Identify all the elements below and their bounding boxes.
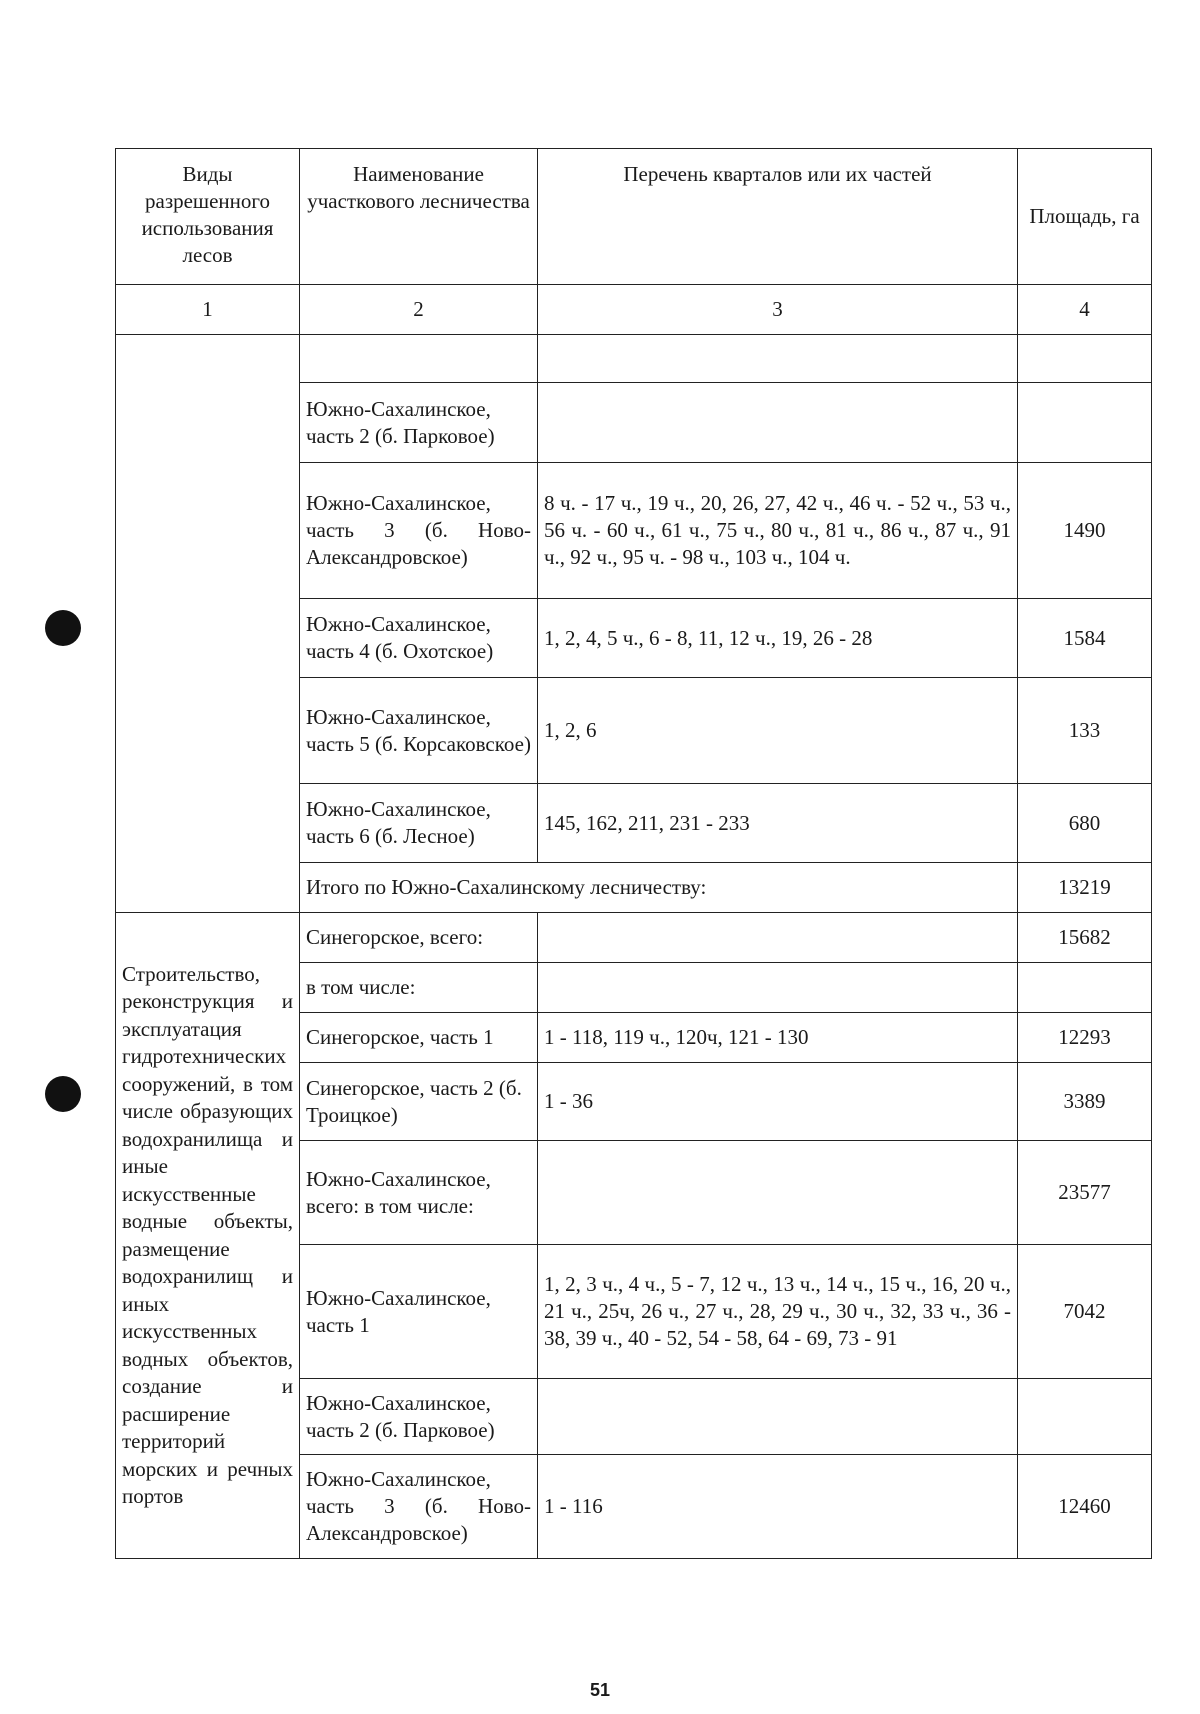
forestry-name: Южно-Сахалинское, часть 2 (б. Парковое) — [300, 383, 538, 463]
area-value — [1018, 383, 1152, 463]
column-number-row — [116, 285, 1152, 335]
area-value: 1490 — [1018, 463, 1152, 599]
punch-hole — [45, 1076, 81, 1112]
quarters-list: 8 ч. - 17 ч., 19 ч., 20, 26, 27, 42 ч., 46 ч. - 52 ч., 53 ч., 56 ч. - 60 ч., 61 ч., 75 ч., 80 ч., 81 ч., 86 ч., 87 ч., 91 ч., 92 ч., 95 ч. - 98 ч., 103 ч., 104 ч. — [538, 463, 1018, 599]
column-number: 4 — [1018, 285, 1152, 335]
quarters-list: 1, 2, 6 — [538, 678, 1018, 784]
forestry-name: Южно-Сахалинское, часть 1 — [300, 1245, 538, 1379]
area-value — [1018, 963, 1152, 1013]
quarters-list: 1 - 36 — [538, 1063, 1018, 1141]
area-value: 133 — [1018, 678, 1152, 784]
quarters-list — [538, 383, 1018, 463]
header-usage: Виды разрешенного использования лесов — [116, 149, 300, 285]
column-number: 2 — [300, 285, 538, 335]
quarters-list — [538, 1379, 1018, 1455]
column-number: 1 — [116, 285, 300, 335]
forestry-name: Южно-Сахалинское, часть 3 (б. Ново-Александровское) — [300, 463, 538, 599]
area-value — [1018, 335, 1152, 383]
forestry-name: Синегорское, всего: — [300, 913, 538, 963]
usage-cell-empty — [116, 335, 300, 913]
forestry-name: Южно-Сахалинское, часть 4 (б. Охотское) — [300, 599, 538, 678]
forestry-name: Синегорское, часть 2 (б. Троицкое) — [300, 1063, 538, 1141]
quarters-list: 1 - 118, 119 ч., 120ч, 121 - 130 — [538, 1013, 1018, 1063]
column-number: 3 — [538, 285, 1018, 335]
usage-type-hydro-ports: Строительство, реконструкция и эксплуатация гидротехнических сооружений, в том числе образующих водохранилища и иные искусственные водные объекты, размещение водохранилищ и иных искусственных водных объектов, создание и расширение территорий морских и речных портов — [116, 913, 300, 1559]
table-row — [116, 913, 1152, 963]
area-value — [1018, 1379, 1152, 1455]
total-area-value: 13219 — [1018, 863, 1152, 913]
quarters-list: 1 - 116 — [538, 1455, 1018, 1559]
quarters-list — [538, 913, 1018, 963]
forestry-name: Южно-Сахалинское, всего: в том числе: — [300, 1141, 538, 1245]
forestry-name: Южно-Сахалинское, часть 6 (б. Лесное) — [300, 784, 538, 863]
area-value: 7042 — [1018, 1245, 1152, 1379]
forestry-name: Южно-Сахалинское, часть 5 (б. Корсаковское) — [300, 678, 538, 784]
quarters-list — [538, 1141, 1018, 1245]
area-value: 680 — [1018, 784, 1152, 863]
forestry-name: Южно-Сахалинское, часть 2 (б. Парковое) — [300, 1379, 538, 1455]
area-value: 1584 — [1018, 599, 1152, 678]
quarters-list: 1, 2, 4, 5 ч., 6 - 8, 11, 12 ч., 19, 26 - 28 — [538, 599, 1018, 678]
area-value: 15682 — [1018, 913, 1152, 963]
area-value: 12460 — [1018, 1455, 1152, 1559]
forestry-name: Синегорское, часть 1 — [300, 1013, 538, 1063]
header-row — [116, 149, 1152, 285]
quarters-list — [538, 335, 1018, 383]
header-quarters-list: Перечень кварталов или их частей — [538, 149, 1018, 285]
area-value: 12293 — [1018, 1013, 1152, 1063]
punch-hole — [45, 610, 81, 646]
forestry-name: в том числе: — [300, 963, 538, 1013]
quarters-list: 145, 162, 211, 231 - 233 — [538, 784, 1018, 863]
forest-use-table — [115, 148, 1152, 1559]
forestry-name: Южно-Сахалинское, часть 3 (б. Ново-Александровское) — [300, 1455, 538, 1559]
area-value: 23577 — [1018, 1141, 1152, 1245]
header-area: Площадь, га — [1018, 149, 1152, 285]
forestry-name — [300, 335, 538, 383]
quarters-list: 1, 2, 3 ч., 4 ч., 5 - 7, 12 ч., 13 ч., 14 ч., 15 ч., 16, 20 ч., 21 ч., 25ч, 26 ч., 27 ч., 28, 29 ч., 30 ч., 32, 33 ч., 36 - 38, 39 ч., 40 - 52, 54 - 58, 64 - 69, 73 - 91 — [538, 1245, 1018, 1379]
area-value: 3389 — [1018, 1063, 1152, 1141]
table-row — [116, 335, 1152, 383]
total-label: Итого по Южно-Сахалинскому лесничеству: — [300, 863, 1018, 913]
header-forestry-name: Наименование участкового лесничества — [300, 149, 538, 285]
page-number: 51 — [589, 1680, 611, 1700]
quarters-list — [538, 963, 1018, 1013]
